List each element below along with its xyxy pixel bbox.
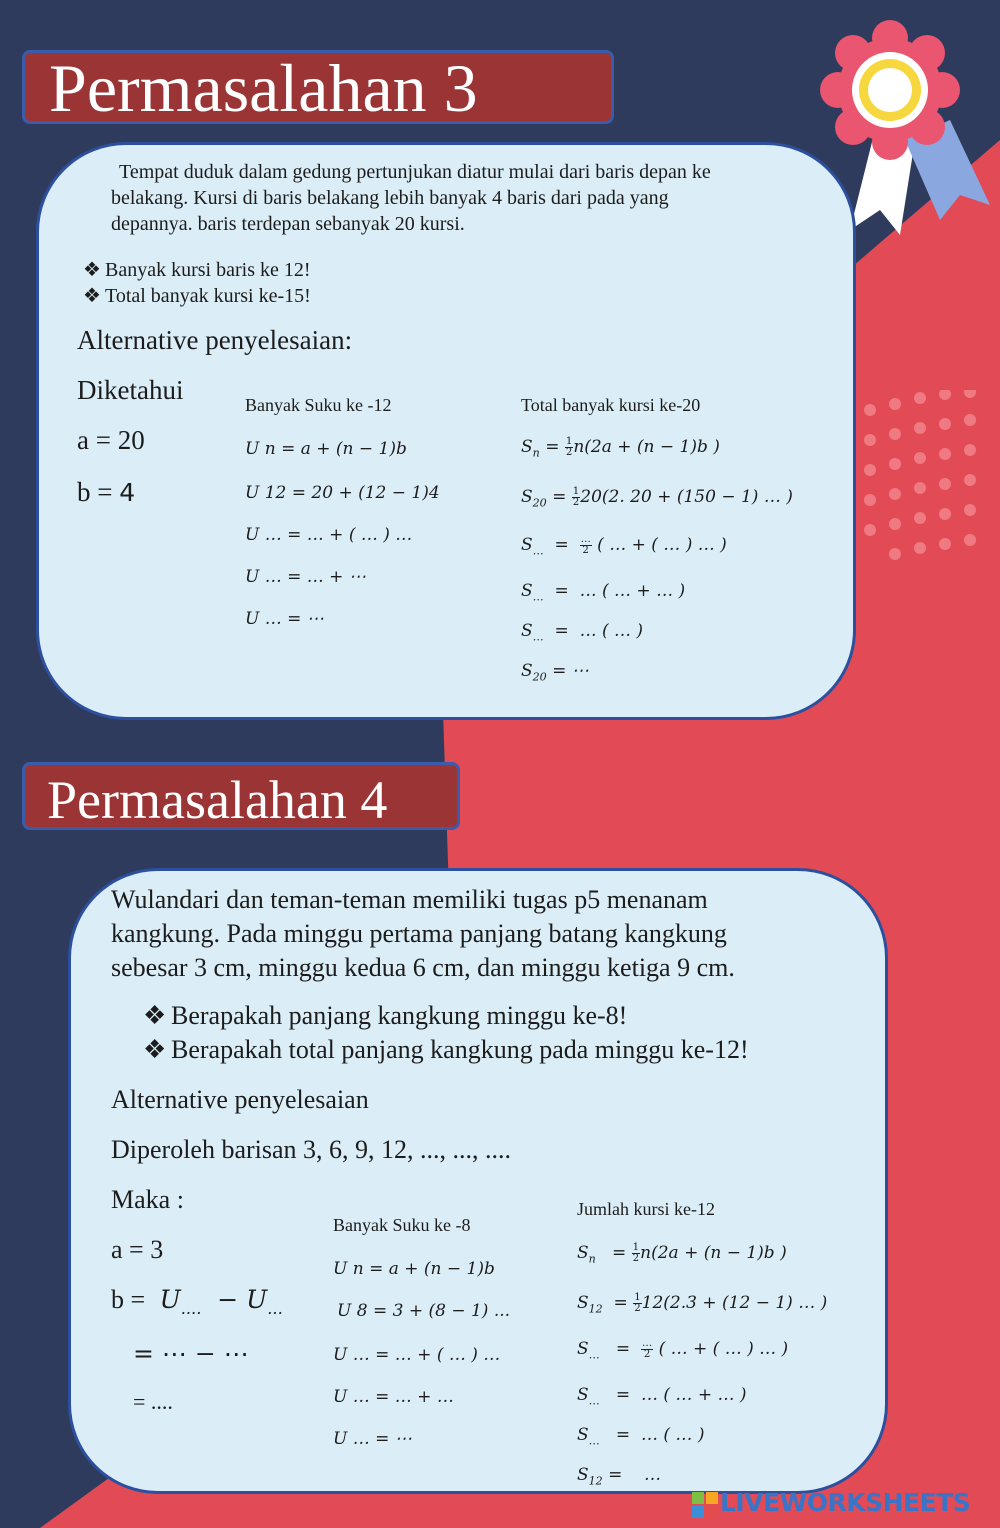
- problem-3-title: Permasalahan 3: [49, 50, 478, 124]
- p4-u-line-2: U 8 = 3 + (8 − 1) ...: [337, 1301, 511, 1321]
- p4-col1-heading: Banyak Suku ke -8: [333, 1215, 471, 1235]
- p4-s-line-5: $S_\dots$ = … ( … ): [577, 1425, 705, 1448]
- p3-col1-heading: Banyak Suku ke -12: [245, 395, 392, 415]
- p4-s-line-6: $S_{12}$ = …: [577, 1465, 661, 1488]
- problem-4-card: [68, 868, 888, 1494]
- p3-u-line-5: U … = ⋯: [245, 609, 324, 629]
- p4-maka: Maka :: [111, 1185, 184, 1214]
- p4-a-value: a = 3: [111, 1235, 164, 1264]
- fraction-half: $\frac{1}{2}$: [565, 436, 573, 459]
- p4-alt-heading: Alternative penyelesaian: [111, 1085, 369, 1114]
- p4-u-line-1: U n = a + (n − 1)b: [333, 1259, 495, 1279]
- p3-b-value: b = 4: [77, 477, 136, 507]
- p3-s-line-4: $S_\dots$ = … ( … + … ): [521, 581, 686, 604]
- p4-s-line-3: $S_\dots$ = $\frac{\dots}{2}$ ( … + ( … ) … ): [577, 1338, 789, 1362]
- p4-s-line-4: $S_\dots$ = … ( … + … ): [577, 1385, 747, 1408]
- diamond-bullet-icon: ❖: [83, 285, 101, 307]
- fraction-dots: $\frac{\dots}{2}$: [641, 1338, 653, 1361]
- p4-eq-line: = ⋯ − ⋯: [133, 1339, 249, 1368]
- p4-intro-line-2: kangkung. Pada minggu pertama panjang batang kangkung: [111, 919, 727, 948]
- p3-s-line-5: $S_\dots$ = … ( … ): [521, 621, 644, 644]
- p3-u-line-1: U n = a + (n − 1)b: [245, 439, 407, 459]
- p4-u-line-3: U … = … + ( … ) …: [333, 1345, 501, 1365]
- p4-bullet-1: ❖ Berapakah panjang kangkung minggu ke-8!: [143, 1001, 628, 1030]
- p4-u-line-4: U … = … + …: [333, 1387, 454, 1407]
- p4-col2-heading: Jumlah kursi ke-12: [577, 1199, 715, 1219]
- p3-s-line-1: $S_n$ = $\frac{1}{2}$ n(2a + (n − 1)b ): [521, 436, 720, 460]
- fraction-half: $\frac{1}{2}$: [634, 1292, 641, 1315]
- liveworksheets-grid-icon: [692, 1492, 718, 1518]
- fraction-half: $\frac{1}{2}$: [572, 486, 580, 509]
- diamond-bullet-icon: ❖: [143, 1035, 167, 1064]
- p4-intro-line-1: Wulandari dan teman-teman memiliki tugas p5 menanam: [111, 885, 708, 914]
- p3-intro-line-2: belakang. Kursi di baris belakang lebih banyak 4 baris dari pada yang: [111, 187, 669, 209]
- p3-s-line-2: $S_{20}$ = $\frac{1}{2}$ 20(2. 20 + (150 − 1) … ): [521, 486, 793, 510]
- p4-s-line-1: $S_n$ = $\frac{1}{2}$ n(2a + (n − 1)b ): [577, 1242, 787, 1266]
- p4-u-line-5: U … = ⋯: [333, 1429, 412, 1449]
- p3-u-line-2: U 12 = 20 + (12 − 1)4: [245, 483, 440, 503]
- p3-s-line-6: $S_{20}$ = ⋯: [521, 661, 589, 684]
- p4-eq-dots: = ....: [133, 1389, 173, 1414]
- p3-a-value: a = 20: [77, 425, 145, 455]
- p3-s-line-3: $S_\dots$ = $\frac{\dots}{2}$ ( … + ( … ) … ): [521, 534, 727, 558]
- p4-b-line: $b = U_{....} - U_{...}$: [111, 1285, 283, 1318]
- p3-u-line-3: U … = … + ( … ) …: [245, 525, 413, 545]
- p3-u-line-4: U … = … + ⋯: [245, 567, 366, 587]
- p3-intro-line-3: depannya. baris terdepan sebanyak 20 kursi.: [111, 213, 465, 235]
- p3-col2-heading: Total banyak kursi ke-20: [521, 395, 701, 415]
- p4-s-line-2: $S_{12}$ = $\frac{1}{2}$ 12(2.3 + (12 − 1) … ): [577, 1292, 828, 1316]
- p3-intro-line-1: Tempat duduk dalam gedung pertunjukan diatur mulai dari baris depan ke: [119, 161, 711, 183]
- p4-sequence-line: Diperoleh barisan 3, 6, 9, 12, ..., ..., ....: [111, 1135, 512, 1164]
- p3-alt-heading: Alternative penyelesaian:: [77, 325, 353, 355]
- dot-pattern: [850, 390, 1000, 590]
- liveworksheets-wordmark: LIVEWORKSHEETS: [720, 1488, 971, 1517]
- problem-4-title: Permasalahan 4: [47, 770, 388, 830]
- fraction-dots: $\frac{\dots}{2}$: [580, 534, 591, 557]
- diamond-bullet-icon: ❖: [83, 259, 101, 281]
- fraction-half: $\frac{1}{2}$: [632, 1242, 640, 1265]
- problem-3-title-bar: [22, 50, 614, 124]
- p3-known-heading: Diketahui: [77, 375, 184, 405]
- p4-bullet-2: ❖ Berapakah total panjang kangkung pada minggu ke-12!: [143, 1035, 749, 1064]
- p3-bullet-1: ❖ Banyak kursi baris ke 12!: [83, 259, 311, 281]
- p4-intro-line-3: sebesar 3 cm, minggu kedua 6 cm, dan minggu ketiga 9 cm.: [111, 953, 735, 982]
- diamond-bullet-icon: ❖: [143, 1001, 167, 1030]
- problem-3-card: [36, 142, 856, 720]
- problem-4-title-bar: [22, 762, 460, 830]
- p3-bullet-2: ❖ Total banyak kursi ke-15!: [83, 285, 311, 307]
